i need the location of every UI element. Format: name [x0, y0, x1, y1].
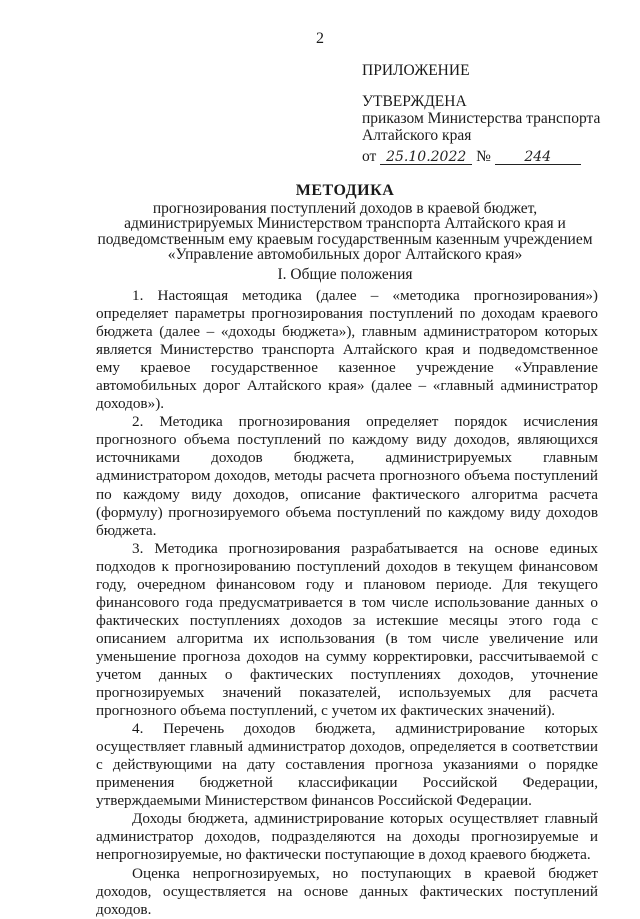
section-heading: I. Общие положения — [277, 266, 413, 283]
title-line-3: подведомственным ему краевым государственным казенным учреждением — [97, 230, 593, 248]
approval-block — [362, 62, 612, 165]
document-body — [96, 287, 598, 919]
order-date-number — [362, 148, 612, 165]
title-line-4: «Управление автомобильных дорог Алтайского края» — [167, 246, 523, 263]
paragraph-4: 4. Перечень доходов бюджета, администрирование которых осуществляет главный администратор доходов, определяется в соответствии с действующими на дату составления прогноза указаниями о порядке применения бюджетной классификации Российской Федерации, утверждаемыми Министерством финансов Российской Федерации. — [96, 720, 598, 810]
paragraph-2: 2. Методика прогнозирования определяет порядок исчисления прогнозного объема поступлений по каждому виду доходов, являющихся источниками доходов бюджета, администрируемых главным администратором доходов, методы расчета прогнозного объема поступлений по каждому виду доходов, описание фактического алгоритма расчета (формулу) прогнозируемого объема поступлений по каждому виду доходов бюджета. — [96, 413, 598, 539]
paragraph-6: Оценка непрогнозируемых, но поступающих в краевой бюджет доходов, осуществляется на основе данных фактических поступлений доходов. — [96, 864, 598, 918]
title-line-1: прогнозирования поступлений доходов в краевой бюджет, — [152, 199, 538, 217]
paragraph-1: 1. Настоящая методика (далее – «методика прогнозирования») определяет параметры прогнозирования поступлений по доходам краевого бюджета (далее – «доходы бюджета»), главным администратором которых является Министерство транспорта Алтайского края и подведомственное ему краевое государственное казенное учреждение «Управление автомобильных дорог Алтайского края» (далее – «главный администратор доходов»). — [96, 287, 598, 413]
appendix-label: ПРИЛОЖЕНИЕ — [362, 62, 470, 79]
order-line-1: приказом Министерства транспорта — [362, 110, 601, 127]
title-heading: МЕТОДИКА — [295, 182, 395, 199]
approved-label: УТВЕРЖДЕНА — [362, 93, 467, 110]
handwritten-date: 25.10.2022 — [380, 150, 472, 165]
handwritten-number: 244 — [495, 150, 581, 165]
from-label: от — [362, 148, 377, 165]
page-number: 2 — [316, 30, 324, 47]
title-line-2: администрируемых Министерством транспорта Алтайского края и — [124, 215, 566, 232]
number-label: № — [476, 148, 491, 165]
paragraph-3: 3. Методика прогнозирования разрабатывается на основе единых подходов к прогнозированию поступлений доходов в текущем финансовом году, очередном финансовом году и плановом периоде. Для текущего финансового года предусматривается в том числе использование данных о фактических поступлениях доходов за истекшие месяцы этого года с описанием алгоритма их использования (в том числе увеличение или уменьшение прогноза доходов на сумму корректировки, рассчитываемой с учетом данных о фактических поступлениях доходов, уточнение прогнозируемых значений показателей, используемых для расчета прогнозного объема поступлений, с учетом их фактических значений). — [96, 539, 598, 720]
order-line-2: Алтайского края — [362, 127, 472, 144]
paragraph-5: Доходы бюджета, администрирование которых осуществляет главный администратор доходов, подразделяются на доходы прогнозируемые и непрогнозируемые, но фактически поступающие в доход краевого бюджета. — [96, 810, 598, 864]
document-title — [60, 183, 630, 263]
